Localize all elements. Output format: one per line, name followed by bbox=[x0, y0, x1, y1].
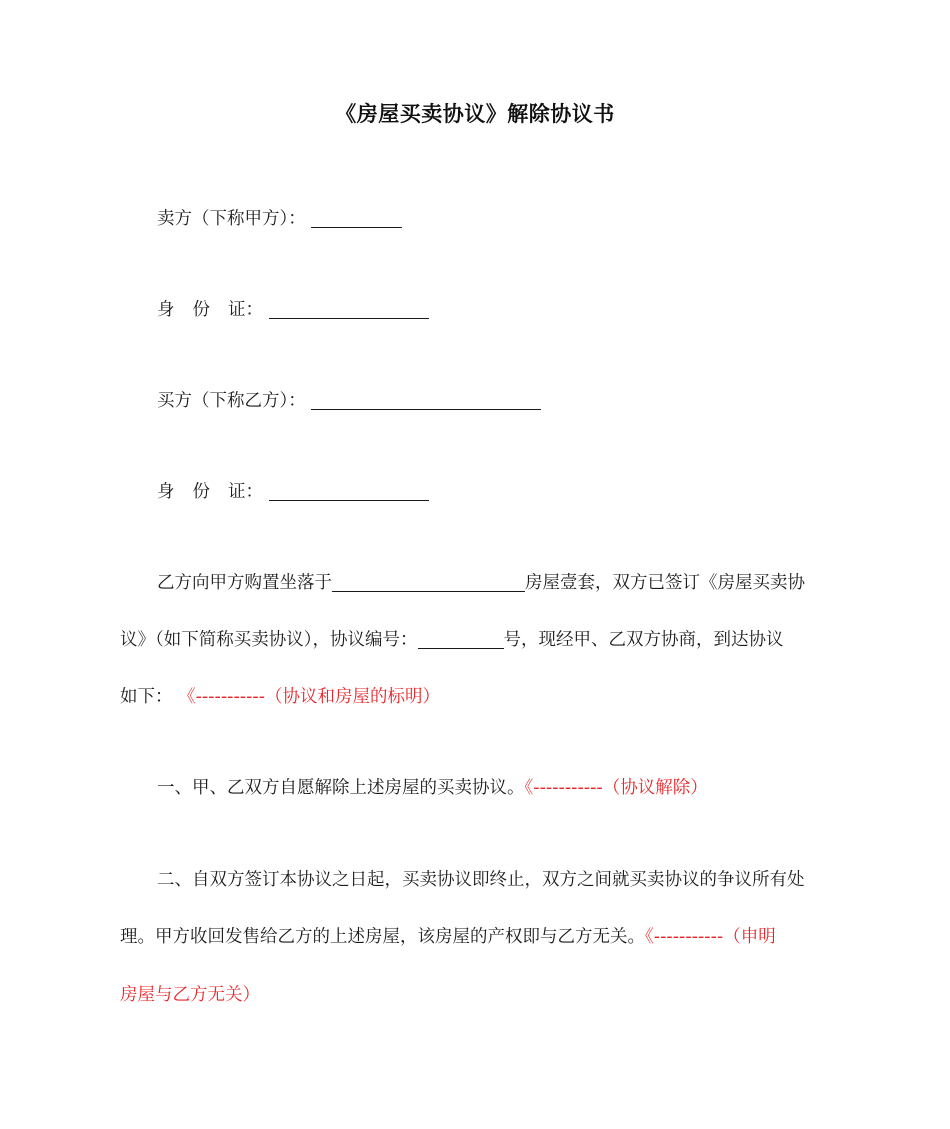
buyer-label: 买方（下称乙方）： bbox=[157, 391, 306, 411]
clause2-line2 bbox=[120, 925, 830, 949]
location-blank bbox=[332, 571, 525, 592]
clause2-line3 bbox=[120, 983, 830, 1007]
annotation-note: 《-----------（协议解除） bbox=[524, 778, 708, 798]
para1-line3 bbox=[120, 685, 830, 709]
annotation-note: 房屋与乙方无关） bbox=[120, 985, 260, 1005]
seller-blank bbox=[311, 207, 402, 228]
para1-text-c: 议》（如下简称买卖协议），协议编号： bbox=[120, 630, 418, 650]
document-title: 《房屋买卖协议》解除协议书 bbox=[335, 102, 615, 126]
seller-id-blank bbox=[269, 298, 429, 319]
clause1-line bbox=[120, 776, 867, 800]
seller-label: 卖方（下称甲方）： bbox=[157, 209, 306, 229]
buyer-id-line bbox=[120, 480, 867, 504]
id-label-char-3: 证： bbox=[228, 300, 263, 320]
clause2-text-2: 理。甲方收回发售给乙方的上述房屋，该房屋的产权即与乙方无关。 bbox=[120, 927, 645, 947]
clause2-line1 bbox=[120, 868, 867, 892]
annotation-note: 《-----------（申明 bbox=[645, 927, 776, 947]
para1-text-e: 如下： bbox=[120, 687, 173, 707]
buyer-line bbox=[120, 389, 867, 413]
buyer-id-blank bbox=[269, 480, 429, 501]
id-label-char-3: 证： bbox=[228, 482, 263, 502]
seller-line bbox=[120, 207, 867, 231]
seller-id-line bbox=[120, 298, 867, 322]
annotation-note: 《-----------（协议和房屋的标明） bbox=[178, 687, 441, 707]
para1-text-d: 号，现经甲、乙双方协商，到达协议 bbox=[503, 630, 784, 650]
agreement-number-blank bbox=[418, 628, 504, 649]
para1-line1 bbox=[120, 571, 867, 595]
para1-text-b: 房屋壹套，双方已签订《房屋买卖协 bbox=[525, 573, 805, 593]
clause1-text: 一、甲、乙双方自愿解除上述房屋的买卖协议。 bbox=[157, 778, 525, 798]
buyer-blank bbox=[311, 389, 541, 410]
id-label-char-2: 份 bbox=[192, 482, 210, 502]
para1-text-a: 乙方向甲方购置坐落于 bbox=[157, 573, 332, 593]
id-label-char-1: 身 bbox=[157, 482, 175, 502]
para1-line2 bbox=[120, 628, 830, 652]
id-label-char-2: 份 bbox=[192, 300, 210, 320]
clause2-text-1: 二、自双方签订本协议之日起，买卖协议即终止，双方之间就买卖协议的争议所有处 bbox=[157, 870, 805, 890]
id-label-char-1: 身 bbox=[157, 300, 175, 320]
